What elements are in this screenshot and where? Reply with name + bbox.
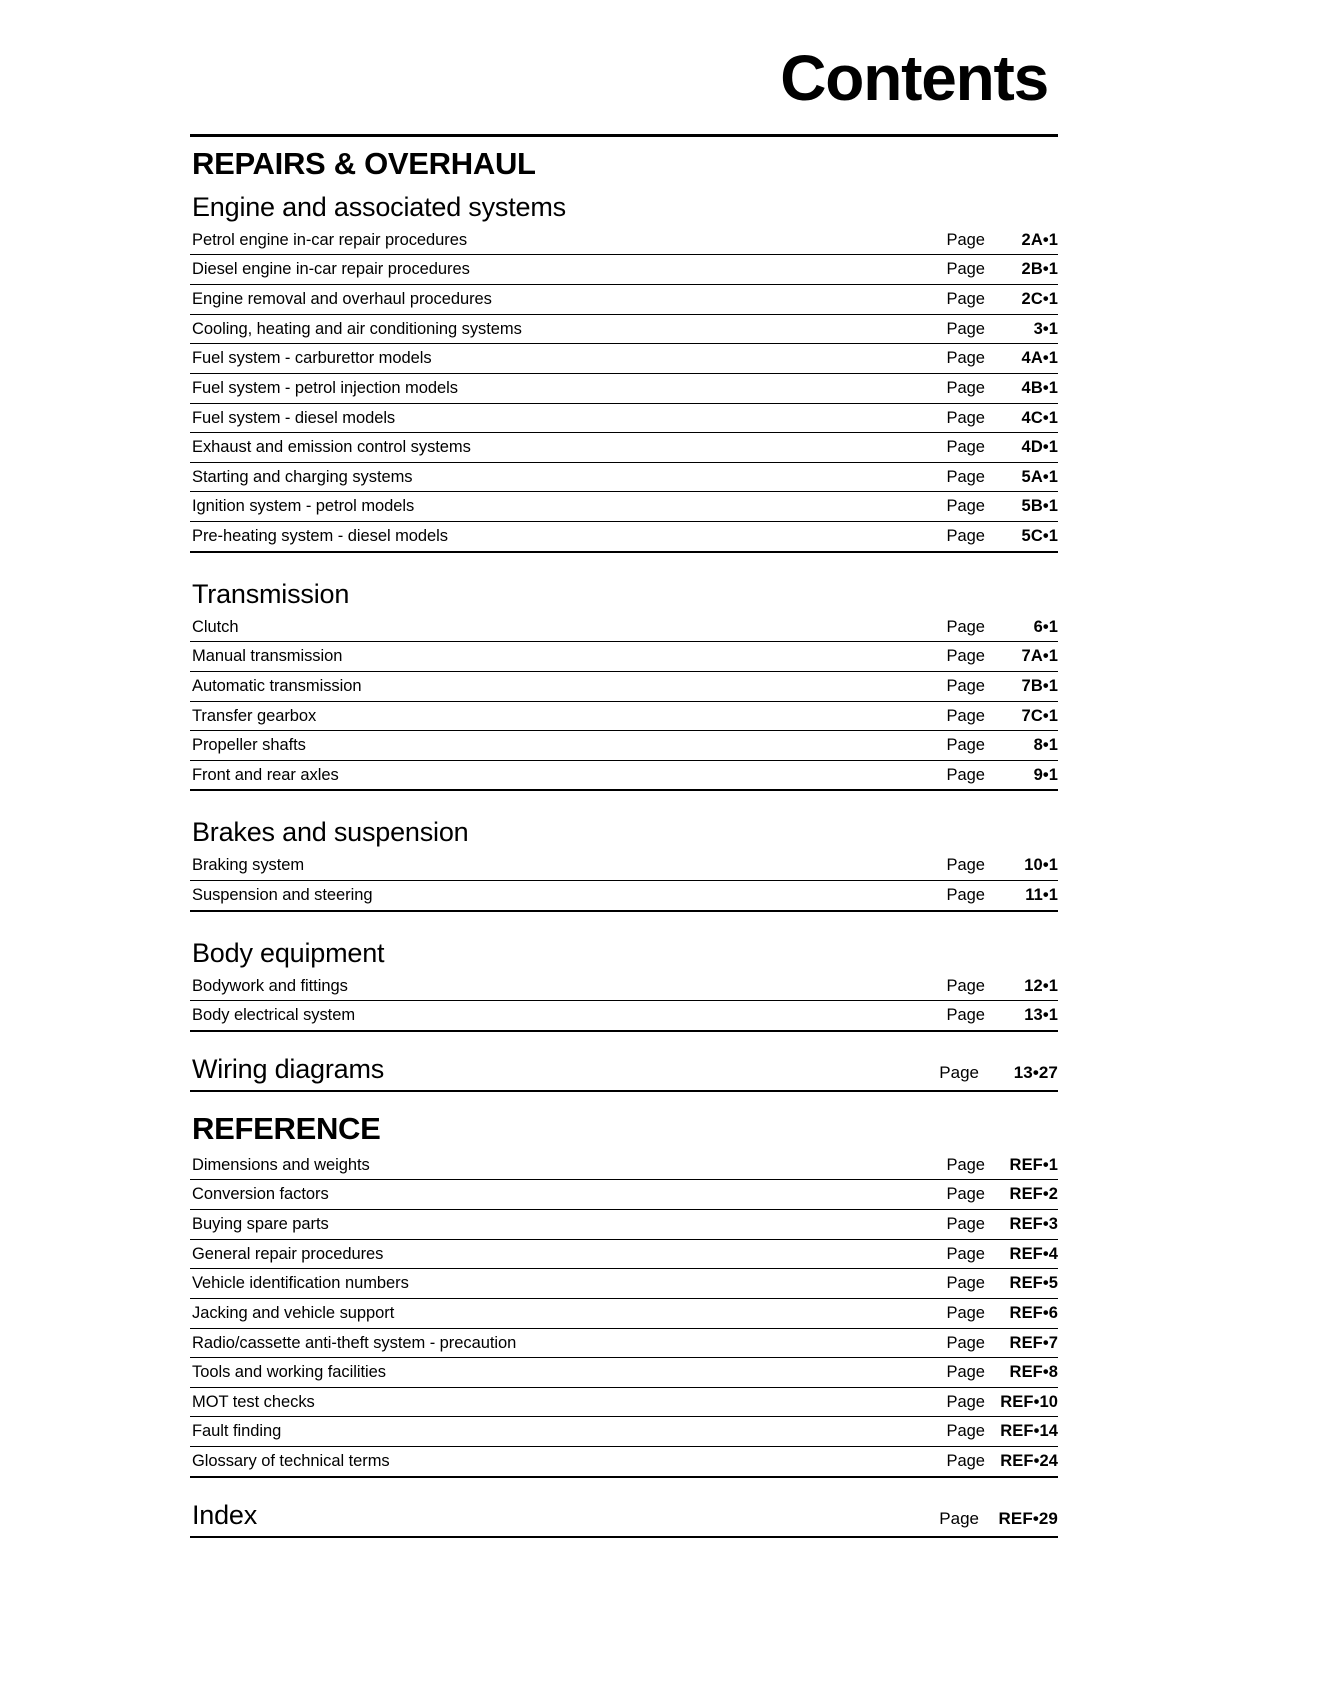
- toc-entry[interactable]: [190, 1001, 1058, 1030]
- page-number: 11•1: [1025, 886, 1058, 905]
- toc-entry[interactable]: [190, 1299, 1058, 1328]
- toc-entry-label: Propeller shafts: [192, 736, 306, 755]
- toc-entry-pageref: [946, 230, 1058, 251]
- page-word-label: Page: [946, 349, 985, 368]
- page-number: REF•10: [1000, 1392, 1058, 1411]
- page-word-label: Page: [946, 1244, 985, 1263]
- page-word-label: Page: [939, 1508, 979, 1528]
- page-number: 6•1: [1033, 617, 1058, 636]
- page-number: 4C•1: [1021, 408, 1058, 427]
- toc-entry-pageref: [946, 617, 1058, 638]
- toc-entry-pageref: [946, 706, 1058, 727]
- toc-entry-label: Radio/cassette anti-theft system - precaution: [192, 1333, 517, 1352]
- toc-entry-pageref: [946, 1005, 1058, 1026]
- toc-entry-pageref: [946, 437, 1058, 458]
- page-word-label: Page: [946, 230, 985, 249]
- toc-entry-label: Cooling, heating and air conditioning systems: [192, 319, 522, 338]
- toc-entry-label: Bodywork and fittings: [192, 976, 348, 995]
- standalone-divider-index: [190, 1536, 1058, 1538]
- page-word-label: Page: [939, 1063, 979, 1083]
- toc-entry[interactable]: [190, 374, 1058, 403]
- page-word-label: Page: [946, 676, 985, 695]
- page-word-label: Page: [946, 1333, 985, 1352]
- toc-entry-pageref: [946, 1421, 1058, 1442]
- toc-entry-pageref: [946, 735, 1058, 756]
- page-word-label: Page: [946, 1006, 985, 1025]
- toc-entry-label: Engine removal and overhaul procedures: [192, 290, 492, 309]
- toc-entry-pageref: [946, 259, 1058, 280]
- group-heading-transmission: Transmission: [192, 578, 350, 609]
- toc-entry-label: MOT test checks: [192, 1392, 315, 1411]
- toc-entry-pageref: [946, 646, 1058, 667]
- toc-entry-label: Clutch: [192, 617, 239, 636]
- page-number: REF•4: [1009, 1244, 1058, 1263]
- toc-entry[interactable]: [190, 1388, 1058, 1417]
- page-number: 4D•1: [1021, 438, 1058, 457]
- toc-entry-pageref: [946, 467, 1058, 488]
- toc-entry[interactable]: [190, 1329, 1058, 1358]
- toc-entry-pageref: [946, 1273, 1058, 1294]
- toc-entry[interactable]: [190, 492, 1058, 521]
- page-word-label: Page: [946, 378, 985, 397]
- toc-entry-label: Wiring diagrams: [192, 1054, 385, 1085]
- toc-entry[interactable]: [190, 1417, 1058, 1446]
- page-word-label: Page: [946, 1392, 985, 1411]
- page-number: 5C•1: [1021, 527, 1058, 546]
- toc-entry[interactable]: [190, 1151, 1058, 1180]
- toc-entry-index-pageref: [939, 1509, 1058, 1529]
- toc-entry-pageref: [946, 1214, 1058, 1235]
- toc-entry-label: Exhaust and emission control systems: [192, 438, 471, 457]
- page-word-label: Page: [946, 1363, 985, 1382]
- toc-entry-label: Front and rear axles: [192, 765, 339, 784]
- page-number: 2B•1: [1021, 260, 1058, 279]
- toc-entry-label: General repair procedures: [192, 1244, 384, 1263]
- section-spacer: [190, 1092, 1058, 1102]
- page-number: REF•1: [1009, 1155, 1058, 1174]
- toc-entry-pageref: [946, 976, 1058, 997]
- table-of-contents: [190, 134, 1058, 1538]
- toc-entry-label: Vehicle identification numbers: [192, 1274, 409, 1293]
- page-number: REF•6: [1009, 1303, 1058, 1322]
- toc-entry[interactable]: [190, 1180, 1058, 1209]
- page-number: REF•8: [1009, 1363, 1058, 1382]
- toc-entry[interactable]: [190, 344, 1058, 373]
- toc-entry-label: Fuel system - diesel models: [192, 408, 396, 427]
- page-word-label: Page: [946, 1185, 985, 1204]
- toc-entry-label: Fuel system - petrol injection models: [192, 378, 458, 397]
- toc-entry[interactable]: [190, 285, 1058, 314]
- toc-entry[interactable]: [190, 433, 1058, 462]
- toc-entry[interactable]: [190, 613, 1058, 642]
- toc-entry-pageref: [946, 765, 1058, 786]
- section-banner-repairs-overhaul: REPAIRS & OVERHAUL: [192, 146, 536, 181]
- page-number: 13•27: [1013, 1063, 1058, 1083]
- page-number: REF•7: [1009, 1333, 1058, 1352]
- page-word-label: Page: [946, 976, 985, 995]
- toc-entry-label: Conversion factors: [192, 1185, 329, 1204]
- page-word-label: Page: [946, 1215, 985, 1233]
- page-word-label: Page: [946, 467, 985, 486]
- toc-entry-label: Glossary of technical terms: [192, 1452, 390, 1470]
- page-word-label: Page: [946, 617, 985, 636]
- page-word-label: Page: [946, 290, 985, 309]
- page-number: REF•24: [1000, 1452, 1058, 1470]
- toc-entry[interactable]: [190, 972, 1058, 1001]
- page-word-label: Page: [946, 260, 985, 279]
- toc-entry-label: Starting and charging systems: [192, 467, 413, 486]
- toc-entry[interactable]: [190, 463, 1058, 492]
- toc-entry[interactable]: [190, 851, 1058, 880]
- toc-entry-label: Pre-heating system - diesel models: [192, 527, 448, 546]
- toc-entry[interactable]: [190, 1210, 1058, 1239]
- page-number: 10•1: [1024, 856, 1058, 875]
- toc-entry-wiring-diagrams-pageref: [939, 1063, 1058, 1083]
- page-word-label: Page: [946, 408, 985, 427]
- toc-entry-label: Buying spare parts: [192, 1215, 329, 1233]
- toc-entry-pageref: [946, 1333, 1058, 1354]
- toc-entry-pageref: [946, 1244, 1058, 1265]
- page-number: REF•29: [998, 1508, 1058, 1528]
- toc-entry[interactable]: [190, 761, 1058, 790]
- toc-entry-pageref: [946, 378, 1058, 399]
- toc-entry-pageref: [946, 1392, 1058, 1413]
- page-number: REF•14: [1000, 1422, 1058, 1441]
- page-number: 5B•1: [1021, 497, 1058, 516]
- page-word-label: Page: [946, 765, 985, 784]
- page-word-label: Page: [946, 1155, 985, 1174]
- toc-entry-label: Dimensions and weights: [192, 1155, 370, 1174]
- toc-entry[interactable]: [190, 1240, 1058, 1269]
- page-word-label: Page: [946, 497, 985, 516]
- toc-entry-label: Body electrical system: [192, 1006, 356, 1025]
- toc-entry-pageref: [946, 348, 1058, 369]
- toc-entry-pageref: [946, 1303, 1058, 1324]
- page-number: 7A•1: [1021, 647, 1058, 666]
- page-number: 5A•1: [1021, 467, 1058, 486]
- page-word-label: Page: [946, 1422, 985, 1441]
- page-number: 7B•1: [1021, 676, 1058, 695]
- toc-entry-pageref: [946, 408, 1058, 429]
- page-number: 12•1: [1024, 976, 1058, 995]
- page-word-label: Page: [946, 706, 985, 725]
- page-number: 4A•1: [1021, 349, 1058, 368]
- toc-entry[interactable]: [190, 642, 1058, 671]
- toc-entry-label: Ignition system - petrol models: [192, 497, 415, 516]
- toc-entry-label: Automatic transmission: [192, 676, 362, 695]
- page-number: 4B•1: [1021, 378, 1058, 397]
- page-title: Contents: [780, 42, 1048, 114]
- toc-entry-label: Braking system: [192, 856, 305, 875]
- toc-entry-pageref: [946, 676, 1058, 697]
- page-word-label: Page: [946, 1274, 985, 1293]
- page-number: 9•1: [1033, 765, 1058, 784]
- page-word-label: Page: [946, 856, 985, 875]
- group-heading-brakes-and-suspension: Brakes and suspension: [192, 817, 469, 848]
- group-heading-engine-and-associated-systems: Engine and associated systems: [192, 191, 566, 222]
- toc-entry[interactable]: [190, 522, 1058, 551]
- toc-entry-wiring-diagrams[interactable]: [190, 1032, 1058, 1090]
- page-word-label: Page: [946, 647, 985, 666]
- page-word-label: Page: [946, 1303, 985, 1322]
- toc-entry[interactable]: [190, 881, 1058, 910]
- page-word-label: Page: [946, 886, 985, 905]
- toc-entry[interactable]: [190, 315, 1058, 344]
- page-number: REF•2: [1009, 1185, 1058, 1204]
- page-word-label: Page: [946, 438, 985, 457]
- page-number: REF•3: [1009, 1215, 1058, 1233]
- toc-entry-pageref: [946, 855, 1058, 876]
- masthead: [0, 0, 1336, 114]
- page-word-label: Page: [946, 1452, 985, 1470]
- toc-entry-pageref: [946, 1451, 1058, 1472]
- toc-entry-label: Petrol engine in-car repair procedures: [192, 230, 468, 249]
- page-number: 7C•1: [1021, 706, 1058, 725]
- toc-entry[interactable]: [190, 1358, 1058, 1387]
- toc-entry[interactable]: [190, 702, 1058, 731]
- toc-entry[interactable]: [190, 1447, 1058, 1476]
- toc-entry[interactable]: [190, 731, 1058, 760]
- group-heading-body-equipment: Body equipment: [192, 937, 385, 968]
- page-number: 13•1: [1024, 1006, 1058, 1025]
- toc-entry-label: Fuel system - carburettor models: [192, 349, 432, 368]
- page-number: REF•5: [1009, 1274, 1058, 1293]
- page-word-label: Page: [946, 319, 985, 338]
- toc-entry-pageref: [946, 885, 1058, 906]
- section-banner-reference: REFERENCE: [192, 1111, 381, 1147]
- toc-entry-pageref: [946, 1155, 1058, 1176]
- toc-entry-pageref: [946, 1362, 1058, 1383]
- page-word-label: Page: [946, 527, 985, 546]
- toc-entry-label: Fault finding: [192, 1422, 282, 1441]
- toc-entry-index[interactable]: [190, 1478, 1058, 1536]
- toc-entry[interactable]: [190, 1269, 1058, 1298]
- toc-entry-label: Suspension and steering: [192, 886, 373, 905]
- toc-entry[interactable]: [190, 226, 1058, 255]
- toc-entry-pageref: [946, 319, 1058, 340]
- page-number: 2A•1: [1021, 230, 1058, 249]
- toc-entry[interactable]: [190, 672, 1058, 701]
- page-number: 3•1: [1033, 319, 1058, 338]
- page-word-label: Page: [946, 736, 985, 755]
- toc-entry-pageref: [946, 526, 1058, 547]
- toc-entry-label: Jacking and vehicle support: [192, 1303, 395, 1322]
- toc-entry-pageref: [946, 289, 1058, 310]
- page-number: 8•1: [1033, 736, 1058, 755]
- toc-entry-label: Tools and working facilities: [192, 1363, 386, 1382]
- toc-entry-label: Diesel engine in-car repair procedures: [192, 260, 470, 279]
- toc-entry[interactable]: [190, 255, 1058, 284]
- page-number: 2C•1: [1021, 290, 1058, 309]
- toc-entry-pageref: [946, 1184, 1058, 1205]
- toc-entry-pageref: [946, 496, 1058, 517]
- toc-entry[interactable]: [190, 404, 1058, 433]
- toc-entry-label: Manual transmission: [192, 647, 343, 666]
- toc-entry-label: Transfer gearbox: [192, 706, 317, 725]
- toc-entry-label: Index: [192, 1499, 258, 1530]
